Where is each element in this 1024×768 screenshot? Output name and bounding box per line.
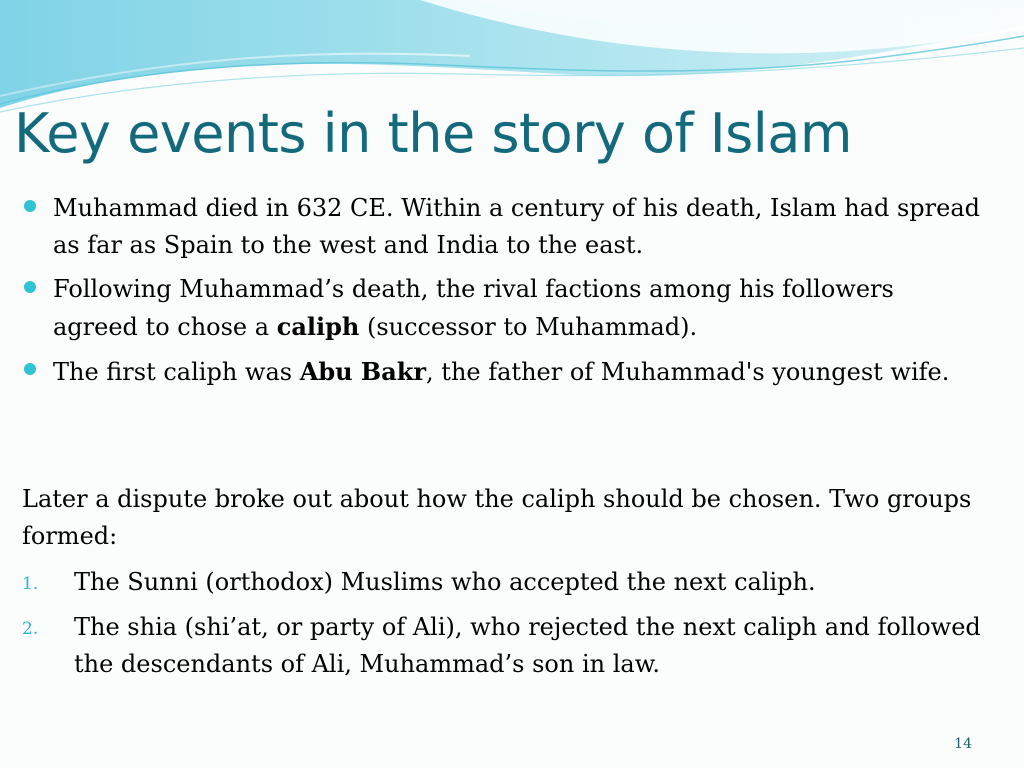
bullet-text: Following Muhammad’s death, the rival factions among his followers agreed to chose a bbox=[53, 275, 894, 341]
numbered-text: The shia (shi’at, or party of Ali), who rejected the next caliph and followed the descendants of Ali, Muhammad’s son in law. bbox=[74, 613, 981, 678]
bullet-text: , the father of Muhammad's youngest wife. bbox=[426, 358, 950, 386]
bullet-item bbox=[22, 353, 982, 391]
bullet-dot-icon bbox=[24, 281, 36, 293]
bullet-bold-term: caliph bbox=[276, 312, 360, 341]
bullet-text: Muhammad died in 632 CE. Within a century of his death, Islam had spread as far as Spain to the west and India to the east. bbox=[53, 194, 980, 259]
numbered-text: The Sunni (orthodox) Muslims who accepted the next caliph. bbox=[74, 568, 816, 596]
bullet-bold-term: Abu Bakr bbox=[299, 357, 427, 386]
bullet-item bbox=[22, 271, 982, 346]
bullet-dot-icon bbox=[24, 200, 36, 212]
body-paragraph: Later a dispute broke out about how the caliph should be chosen. Two groups formed: bbox=[22, 485, 972, 550]
slide-title: Key events in the story of Islam bbox=[14, 102, 852, 165]
number-marker: 1. bbox=[22, 574, 39, 594]
bullet-list bbox=[22, 190, 982, 398]
bullet-text: The first caliph was bbox=[53, 358, 300, 386]
bullet-text: (successor to Muhammad). bbox=[359, 313, 698, 341]
number-marker: 2. bbox=[22, 619, 39, 639]
bullet-item bbox=[22, 190, 982, 264]
page-number: 14 bbox=[954, 736, 972, 752]
numbered-item bbox=[22, 609, 982, 683]
numbered-list bbox=[22, 564, 982, 691]
bullet-dot-icon bbox=[24, 363, 36, 375]
numbered-item bbox=[22, 564, 982, 601]
